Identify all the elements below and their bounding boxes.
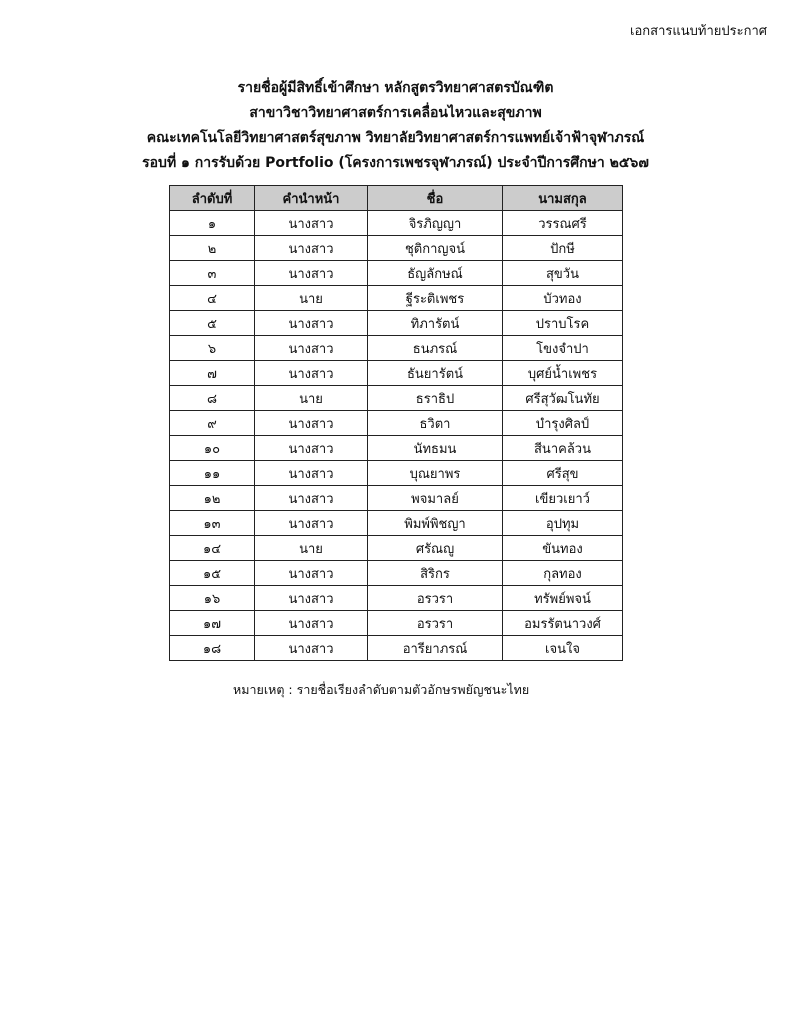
cell-first-name: ธราธิป	[368, 386, 503, 411]
table-row	[170, 536, 623, 561]
header-last-name: นามสกุล	[503, 186, 623, 211]
cell-first-name: ชุติกาญจน์	[368, 236, 503, 261]
cell-last-name: วรรณศรี	[503, 211, 623, 236]
cell-order: ๑๐	[170, 436, 255, 461]
cell-first-name: พิมพ์พิชญา	[368, 511, 503, 536]
heading-line-4: รอบที่ ๑ การรับด้วย Portfolio (โครงการเพชรจุฬาภรณ์) ประจำปีการศึกษา ๒๕๖๗	[142, 155, 649, 171]
cell-last-name: เขียวเยาว์	[503, 486, 623, 511]
cell-prefix: นาย	[255, 286, 368, 311]
cell-prefix: นางสาว	[255, 336, 368, 361]
heading-line-3: คณะเทคโนโลยีวิทยาศาสตร์สุขภาพ วิทยาลัยวิทยาศาสตร์การแพทย์เจ้าฟ้าจุฬาภรณ์	[146, 130, 645, 146]
heading-line-2: สาขาวิชาวิทยาศาสตร์การเคลื่อนไหวและสุขภาพ	[249, 105, 542, 121]
cell-first-name: ฐีระติเพชร	[368, 286, 503, 311]
cell-prefix: นาย	[255, 386, 368, 411]
cell-last-name: ปักษี	[503, 236, 623, 261]
cell-order: ๕	[170, 311, 255, 336]
document-tag: เอกสารแนบท้ายประกาศ	[630, 24, 767, 39]
cell-order: ๘	[170, 386, 255, 411]
cell-first-name: อรวรา	[368, 611, 503, 636]
cell-last-name: ศรีสุวัฒโนทัย	[503, 386, 623, 411]
cell-prefix: นาย	[255, 536, 368, 561]
cell-prefix: นางสาว	[255, 486, 368, 511]
cell-last-name: สีนาคล้วน	[503, 436, 623, 461]
cell-first-name: อารียาภรณ์	[368, 636, 503, 661]
cell-order: ๑๕	[170, 561, 255, 586]
cell-last-name: ขันทอง	[503, 536, 623, 561]
cell-last-name: เจนใจ	[503, 636, 623, 661]
cell-first-name: ธัญลักษณ์	[368, 261, 503, 286]
cell-prefix: นางสาว	[255, 461, 368, 486]
cell-first-name: พจมาลย์	[368, 486, 503, 511]
cell-last-name: กุลทอง	[503, 561, 623, 586]
cell-order: ๖	[170, 336, 255, 361]
cell-first-name: ธันยารัตน์	[368, 361, 503, 386]
cell-first-name: จิรภิญญา	[368, 211, 503, 236]
table-row	[170, 511, 623, 536]
cell-last-name: อมรรัตนาวงศ์	[503, 611, 623, 636]
table-header-row	[170, 186, 623, 211]
table-row	[170, 311, 623, 336]
cell-first-name: อรวรา	[368, 586, 503, 611]
cell-prefix: นางสาว	[255, 511, 368, 536]
cell-last-name: สุขวัน	[503, 261, 623, 286]
table-row	[170, 336, 623, 361]
table-row	[170, 611, 623, 636]
cell-order: ๓	[170, 261, 255, 286]
footnote: หมายเหตุ : รายชื่อเรียงลำดับตามตัวอักษรพยัญชนะไทย	[233, 682, 530, 697]
table-body	[170, 211, 623, 661]
table-row	[170, 386, 623, 411]
cell-prefix: นางสาว	[255, 561, 368, 586]
table-row	[170, 461, 623, 486]
cell-prefix: นางสาว	[255, 636, 368, 661]
table-row	[170, 636, 623, 661]
table-row	[170, 561, 623, 586]
table-row	[170, 586, 623, 611]
cell-last-name: โขงจำปา	[503, 336, 623, 361]
header-order: ลำดับที่	[170, 186, 255, 211]
cell-prefix: นางสาว	[255, 436, 368, 461]
cell-prefix: นางสาว	[255, 236, 368, 261]
table-row	[170, 411, 623, 436]
cell-order: ๔	[170, 286, 255, 311]
cell-last-name: ศรีสุข	[503, 461, 623, 486]
table-row	[170, 261, 623, 286]
cell-prefix: นางสาว	[255, 361, 368, 386]
cell-first-name: ธนภรณ์	[368, 336, 503, 361]
table-row	[170, 286, 623, 311]
cell-first-name: สิริกร	[368, 561, 503, 586]
cell-order: ๒	[170, 236, 255, 261]
cell-prefix: นางสาว	[255, 611, 368, 636]
cell-order: ๑๑	[170, 461, 255, 486]
cell-last-name: ทรัพย์พจน์	[503, 586, 623, 611]
cell-first-name: ธวิตา	[368, 411, 503, 436]
cell-order: ๑๖	[170, 586, 255, 611]
cell-first-name: ศรัณญู	[368, 536, 503, 561]
cell-prefix: นางสาว	[255, 586, 368, 611]
cell-prefix: นางสาว	[255, 311, 368, 336]
cell-last-name: บุศย์น้ำเพชร	[503, 361, 623, 386]
cell-order: ๑๗	[170, 611, 255, 636]
cell-prefix: นางสาว	[255, 211, 368, 236]
cell-first-name: บุณยาพร	[368, 461, 503, 486]
cell-order: ๑๒	[170, 486, 255, 511]
cell-order: ๑	[170, 211, 255, 236]
header-prefix: คำนำหน้า	[255, 186, 368, 211]
table-row	[170, 211, 623, 236]
header-first-name: ชื่อ	[368, 186, 503, 211]
cell-order: ๙	[170, 411, 255, 436]
table-row	[170, 361, 623, 386]
announcement-heading	[0, 76, 791, 176]
cell-last-name: บำรุงศิลป์	[503, 411, 623, 436]
cell-last-name: บัวทอง	[503, 286, 623, 311]
table-row	[170, 486, 623, 511]
table-row	[170, 436, 623, 461]
cell-prefix: นางสาว	[255, 261, 368, 286]
cell-order: ๑๔	[170, 536, 255, 561]
cell-last-name: ปราบโรค	[503, 311, 623, 336]
cell-order: ๑๓	[170, 511, 255, 536]
cell-order: ๗	[170, 361, 255, 386]
table-row	[170, 236, 623, 261]
cell-first-name: นัทธมน	[368, 436, 503, 461]
heading-line-1: รายชื่อผู้มีสิทธิ์เข้าศึกษา หลักสูตรวิทยาศาสตรบัณฑิต	[237, 80, 554, 96]
admitted-students-table	[169, 185, 623, 661]
cell-prefix: นางสาว	[255, 411, 368, 436]
cell-first-name: ทิภารัตน์	[368, 311, 503, 336]
cell-last-name: อุปทุม	[503, 511, 623, 536]
cell-order: ๑๘	[170, 636, 255, 661]
